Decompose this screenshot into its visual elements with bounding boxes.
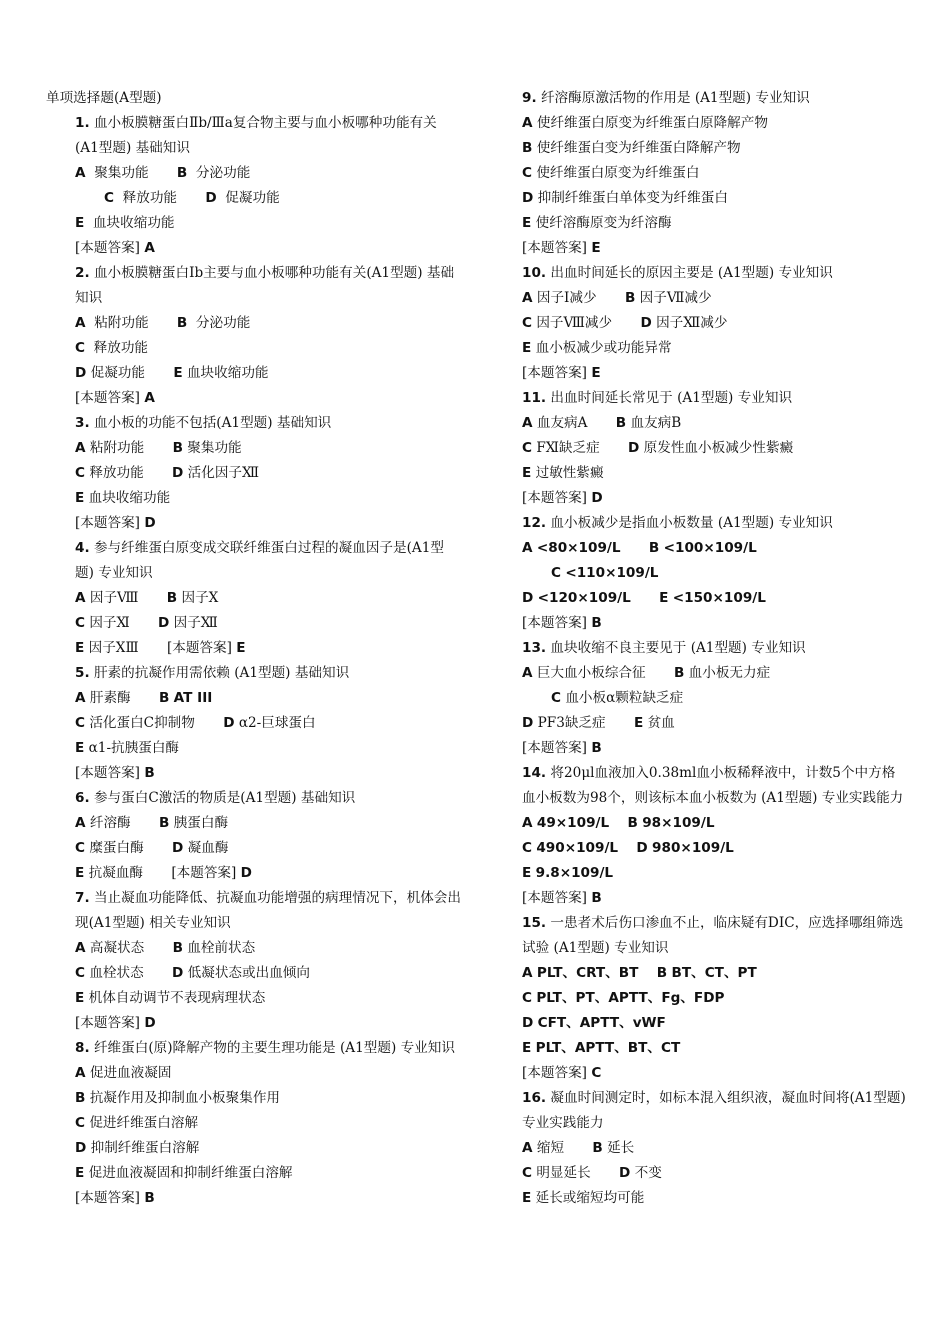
question-5-option-e: E α1-抗胰蛋白酶 [75, 740, 180, 756]
question-category: 基础知识 [135, 140, 190, 156]
question-3-answer: [本题答案] D [75, 515, 156, 531]
question-6-options-ab: A 纤溶酶 B 胰蛋白酶 [75, 815, 229, 831]
question-14-options-cd: C 490×109/L D 980×109/L [522, 840, 734, 856]
option-text: 聚集功能 [94, 165, 149, 181]
question-9-option-d: D 抑制纤维蛋白单体变为纤维蛋白 [522, 190, 728, 206]
question-10-option-e: E 血小板减少或功能异常 [522, 340, 672, 356]
question-14-options-ab: A 49×109/L B 98×109/L [522, 815, 715, 831]
answer-label: [本题答案] [75, 240, 140, 256]
question-1-stem [46, 111, 462, 161]
question-2-stem [46, 261, 462, 311]
question-1-options-ab [46, 161, 462, 186]
question-14-stem: 14. 将20μl血液加入0.38ml血小板稀释液中，计数5个中方格血小板数为98个，则该标本血小板数为 (A1型题) 专业实践能力 [522, 765, 904, 806]
option-text: 血块收缩功能 [92, 215, 175, 231]
question-13-answer: [本题答案] B [522, 740, 602, 756]
question-15-option-c: C PLT、PT、APTT、Fg、FDP [522, 990, 725, 1006]
question-10-stem: 10. 出血时间延长的原因主要是 (A1型题) 专业知识 [522, 265, 833, 281]
option-letter: A [75, 165, 86, 181]
question-9-option-a: A 使纤维蛋白原变为纤维蛋白原降解产物 [522, 115, 768, 131]
option-letter: C [104, 190, 114, 206]
question-16-options-cd: C 明显延长 D 不变 [522, 1165, 662, 1181]
question-7-options-ab: A 高凝状态 B 血栓前状态 [75, 940, 256, 956]
question-4-options-ab: A 因子Ⅷ B 因子Ⅹ [75, 590, 219, 606]
question-15-options-ab: A PLT、CRT、BT B BT、CT、PT [522, 965, 757, 981]
question-15-option-d: D CFT、APTT、vWF [522, 1015, 666, 1031]
question-12-option-c: C <110×109/L [551, 565, 659, 581]
question-7-options-cd: C 血栓状态 D 低凝状态或出血倾向 [75, 965, 310, 981]
question-5-options-ab: A 肝素酶 B AT III [75, 690, 213, 706]
question-5-options-cd: C 活化蛋白C抑制物 D α2-巨球蛋白 [75, 715, 316, 731]
question-13-options-ab: A 巨大血小板综合征 B 血小板无力症 [522, 665, 771, 681]
question-6-option-e-answer: E 抗凝血酶 [本题答案] D [75, 865, 252, 881]
question-4-options-cd: C 因子Ⅺ D 因子Ⅻ [75, 615, 218, 631]
question-16-options-ab: A 缩短 B 延长 [522, 1140, 635, 1156]
question-2-answer: [本题答案] A [75, 390, 155, 406]
question-15-stem: 15. 一患者术后伤口渗血不止，临床疑有DIC，应选择哪组筛选试验 (A1型题) 专业知识 [522, 915, 904, 956]
question-text: 血小板膜糖蛋白Ⅱb/Ⅲa复合物主要与血小板哪种功能有关 [93, 115, 437, 131]
question-number: 2. [75, 265, 90, 281]
question-3-stem: 3. 血小板的功能不包括(A1型题) 基础知识 [75, 415, 332, 431]
question-10-options-ab: A 因子Ⅰ减少 B 因子Ⅶ减少 [522, 290, 712, 306]
right-column [493, 86, 907, 1211]
question-type: (A1型题) [75, 140, 132, 156]
option-letter: E [75, 215, 85, 231]
question-6-stem: 6. 参与蛋白C激活的物质是(A1型题) 基础知识 [75, 790, 356, 806]
question-type: (A1型题) [366, 265, 423, 281]
section-header: 单项选择题(A型题) [46, 90, 162, 106]
question-8-stem: 8. 纤维蛋白(原)降解产物的主要生理功能是 (A1型题) 专业知识 [75, 1040, 455, 1056]
question-5-answer: [本题答案] B [75, 765, 155, 781]
question-2-options-de: D 促凝功能 E 血块收缩功能 [75, 365, 269, 381]
question-7-option-e: E 机体自动调节不表现病理状态 [75, 990, 266, 1006]
question-number: 1. [75, 115, 90, 131]
question-10-answer: [本题答案] E [522, 365, 601, 381]
option-text: 分泌功能 [195, 165, 251, 181]
question-14-answer: [本题答案] B [522, 890, 602, 906]
question-15-answer: [本题答案] C [522, 1065, 602, 1081]
question-9-option-e: E 使纤溶酶原变为纤溶酶 [522, 215, 672, 231]
question-15-option-e: E PLT、APTT、BT、CT [522, 1040, 681, 1056]
option-letter: B [176, 165, 188, 181]
question-13-options-de: D PF3缺乏症 E 贫血 [522, 715, 675, 731]
question-2-options-ab: A 粘附功能 B 分泌功能 [75, 315, 251, 331]
question-8-option-c: C 促进纤维蛋白溶解 [75, 1115, 199, 1131]
question-1-answer [46, 236, 462, 261]
question-3-options-cd: C 释放功能 D 活化因子Ⅻ [75, 465, 260, 481]
left-column [46, 86, 462, 1211]
question-13-stem: 13. 血块收缩不良主要见于 (A1型题) 专业知识 [522, 640, 806, 656]
question-6-options-cd: C 糜蛋白酶 D 凝血酶 [75, 840, 229, 856]
question-12-options-de: D <120×109/L E <150×109/L [522, 590, 766, 606]
question-9-option-c: C 使纤维蛋白原变为纤维蛋白 [522, 165, 700, 181]
question-8-answer: [本题答案] B [75, 1190, 155, 1206]
question-13-option-c: C 血小板α颗粒缺乏症 [551, 690, 684, 706]
question-12-options-ab: A <80×109/L B <100×109/L [522, 540, 757, 556]
question-1-option-e [46, 211, 462, 236]
option-text: 促凝功能 [225, 190, 280, 206]
question-10-options-cd: C 因子Ⅷ减少 D 因子Ⅻ减少 [522, 315, 728, 331]
question-text: 血小板膜糖蛋白Ⅰb主要与血小板哪种功能有关 [93, 265, 367, 281]
question-5-stem: 5. 肝素的抗凝作用需依赖 (A1型题) 基础知识 [75, 665, 350, 681]
question-8-option-a: A 促进血液凝固 [75, 1065, 172, 1081]
question-7-stem: 7. 当止凝血功能降低、抗凝血功能增强的病理情况下，机体会出现(A1型题) 相关专业知识 [75, 890, 461, 931]
question-14-option-e: E 9.8×109/L [522, 865, 614, 881]
question-9-answer: [本题答案] E [522, 240, 601, 256]
question-category: 基础知识 [75, 265, 455, 306]
question-11-option-e: E 过敏性紫癜 [522, 465, 604, 481]
question-11-answer: [本题答案] D [522, 490, 603, 506]
option-text: 释放功能 [122, 190, 178, 206]
answer-value: A [144, 240, 155, 256]
question-8-option-d: D 抑制纤维蛋白溶解 [75, 1140, 200, 1156]
question-16-option-e: E 延长或缩短均可能 [522, 1190, 645, 1206]
option-letter: D [205, 190, 217, 206]
question-4-stem: 4. 参与纤维蛋白原变成交联纤维蛋白过程的凝血因子是(A1型题) 专业知识 [75, 540, 444, 581]
question-4-option-e-answer: E 因子ⅩⅢ [本题答案] E [75, 640, 246, 656]
question-11-options-cd: C FⅪ缺乏症 D 原发性血小板减少性紫癜 [522, 440, 794, 456]
question-11-options-ab: A 血友病A B 血友病B [522, 415, 682, 431]
question-12-stem: 12. 血小板减少是指血小板数量 (A1型题) 专业知识 [522, 515, 833, 531]
question-7-answer: [本题答案] D [75, 1015, 156, 1031]
question-2-option-c: C 释放功能 [75, 340, 149, 356]
question-11-stem: 11. 出血时间延长常见于 (A1型题) 专业知识 [522, 390, 793, 406]
question-9-stem: 9. 纤溶酶原激活物的作用是 (A1型题) 专业知识 [522, 90, 810, 106]
question-16-stem: 16. 凝血时间测定时，如标本混入组织液，凝血时间将(A1型题) 专业实践能力 [522, 1090, 906, 1131]
question-3-options-ab: A 粘附功能 B 聚集功能 [75, 440, 242, 456]
question-3-option-e: E 血块收缩功能 [75, 490, 171, 506]
question-12-answer: [本题答案] B [522, 615, 602, 631]
question-9-option-b: B 使纤维蛋白变为纤维蛋白降解产物 [522, 140, 741, 156]
question-8-option-e: E 促进血液凝固和抑制纤维蛋白溶解 [75, 1165, 293, 1181]
question-8-option-b: B 抗凝作用及抑制血小板聚集作用 [75, 1090, 281, 1106]
question-1-options-cd [46, 186, 462, 211]
